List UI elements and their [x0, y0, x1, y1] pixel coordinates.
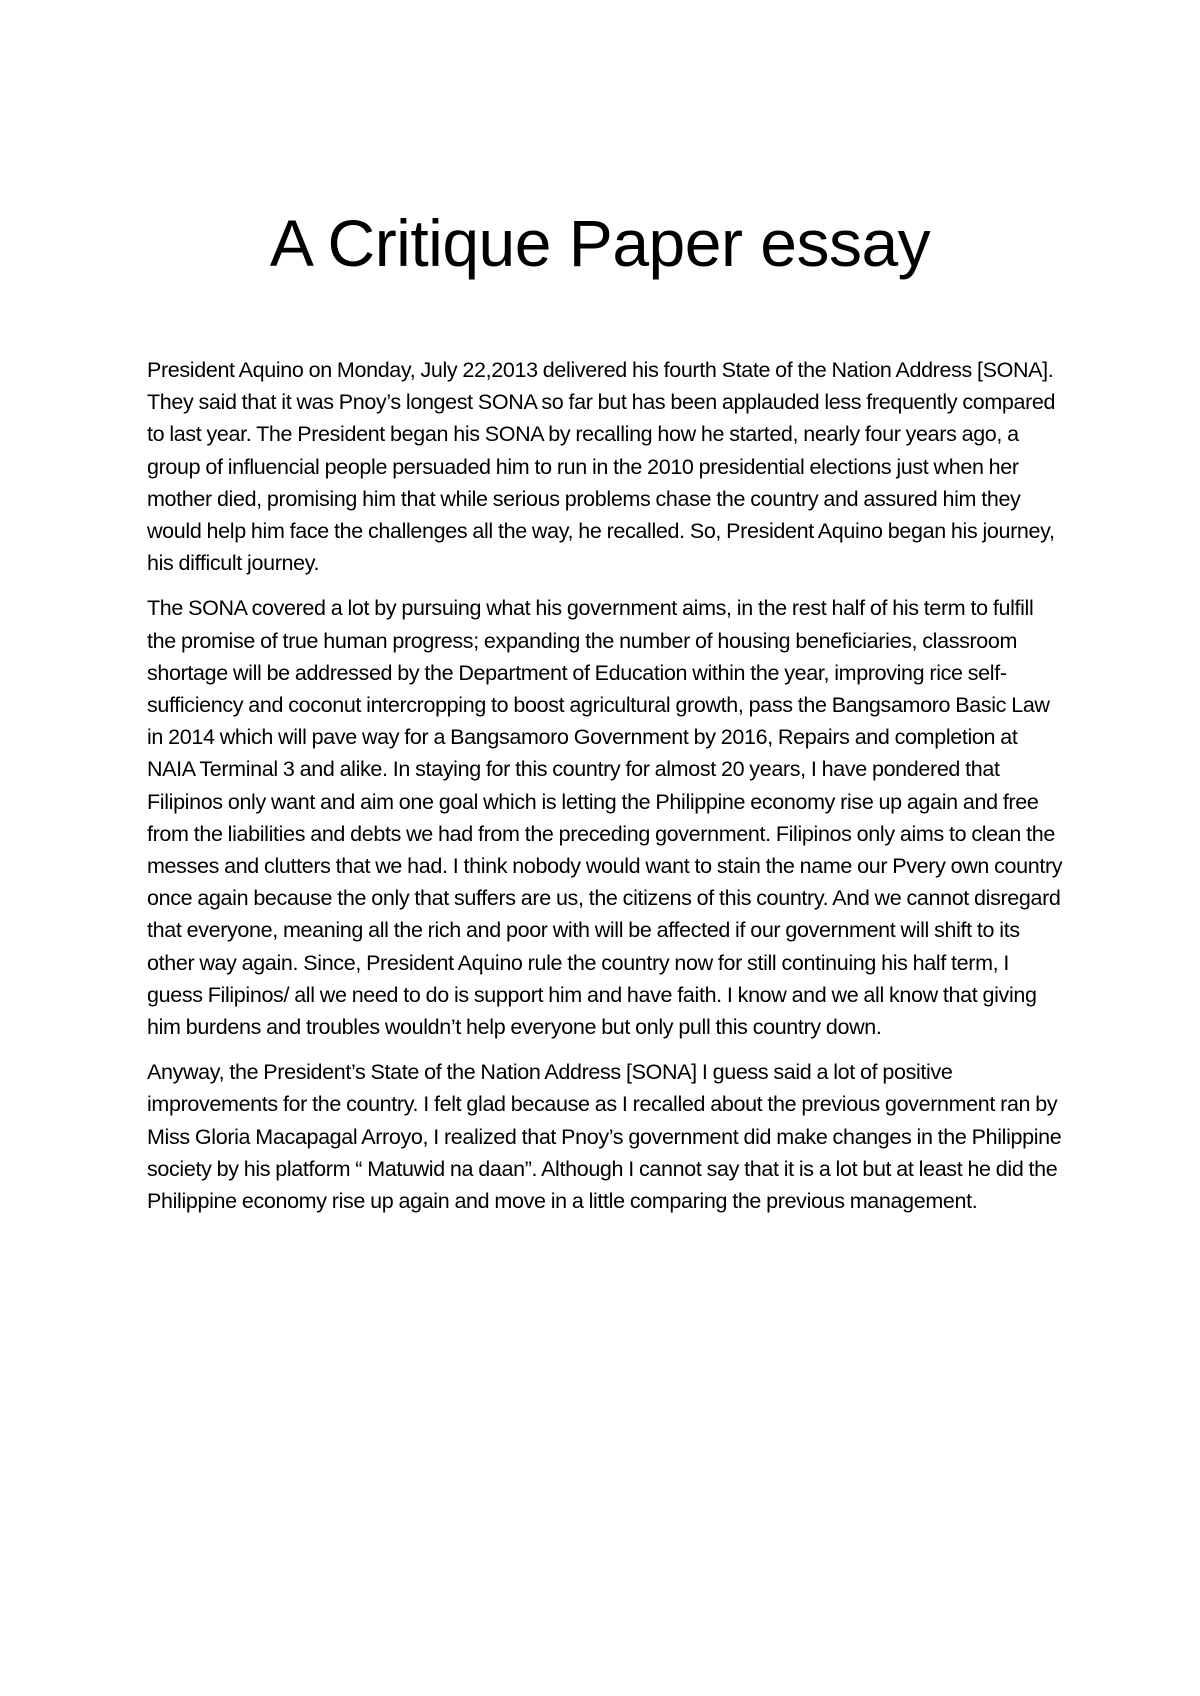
paragraph-3: Anyway, the President’s State of the Nation Address [SONA] I guess said a lot of positive improvements for the country. I felt glad because as I recalled about the previous government ran by Miss Gloria Macapagal Arroyo, I realized that Pnoy’s government did make changes in the Philippine society by his platform “ Matuwid na daan”. Although I cannot say that it is a lot but at least he did the Philippine economy rise up again and move in a little comparing the previous management. — [147, 1060, 1062, 1214]
document-title: A Critique Paper essay — [269, 206, 931, 280]
paragraph-1: President Aquino on Monday, July 22,2013 delivered his fourth State of the Nation Address [SONA]. They said that it was Pnoy’s longest SONA so far but has been applauded less frequently compared to last year. The President began his SONA by recalling how he started, nearly four years ago, a group of influencial people persuaded him to run in the 2010 presidential elections just when her mother died, promising him that while serious problems chase the country and assured him they would help him face the challenges all the way, he recalled. So, President Aquino began his journey, his difficult journey. — [147, 358, 1056, 576]
document-body — [147, 354, 1067, 1230]
paragraph-2: The SONA covered a lot by pursuing what his government aims, in the rest half of his term to fulfill the promise of true human progress; expanding the number of housing beneficiaries, classroom shortage will be addressed by the Department of Education within the year, improving rice self-sufficiency and coconut intercropping to boost agricultural growth, pass the Bangsamoro Basic Law in 2014 which will pave way for a Bangsamoro Government by 2016, Repairs and completion at NAIA Terminal 3 and alike. In staying for this country for almost 20 years, I have pondered that Filipinos only want and aim one goal which is letting the Philippine economy rise up again and free from the liabilities and debts we had from the preceding government. Filipinos only aims to clean the messes and clutters that we had. I think nobody would want to stain the name our Pvery own country once again because the only that suffers are us, the citizens of this country. And we cannot disregard that everyone, meaning all the rich and poor with will be affected if our government will shift to its other way again. Since, President Aquino rule the country now for still continuing his half term, I guess Filipinos/ all we need to do is support him and have faith. I know and we all know that giving him burdens and troubles wouldn’t help everyone but only pull this country down. — [147, 596, 1063, 1040]
